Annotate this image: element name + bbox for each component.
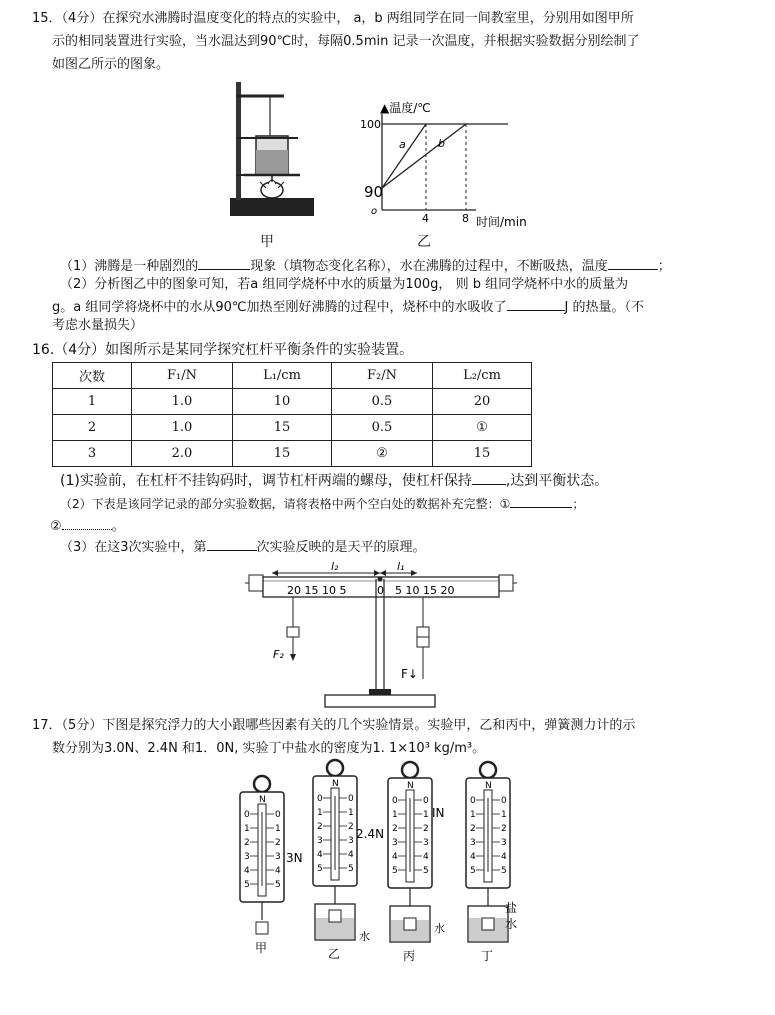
svg-text:5: 5 <box>244 880 250 890</box>
svg-text:3: 3 <box>244 852 250 862</box>
svg-text:4: 4 <box>244 866 250 876</box>
q15-sub2-line1: （2）分析图乙中的图象可知，若a 组同学烧杯中水的质量为100g， 则 b 组同学烧杯中水的质量为 <box>60 277 629 292</box>
table-cell: 2 <box>53 415 132 441</box>
svg-text:0: 0 <box>423 796 429 806</box>
y-tick-90: 90 <box>364 183 384 201</box>
q15-sub1: （1）沸腾是一种剧烈的 现象（填物态变化名称），水在沸腾的过程中，不断吸热，温度 ； <box>60 255 671 277</box>
svg-text:3: 3 <box>275 852 281 862</box>
table-cell: 1.0 <box>132 415 233 441</box>
q15-sub2-line3: 考虑水量损失） <box>52 318 144 333</box>
q15-line3: 如图乙所示的图象。 <box>52 57 170 72</box>
scale-left: 20 15 10 5 <box>287 584 347 597</box>
scale-name-jia: 甲 <box>255 941 268 955</box>
figure-label-yi: 乙 <box>417 234 431 250</box>
reading-yi: 2.4N <box>356 827 385 841</box>
svg-text:2: 2 <box>501 824 507 834</box>
table-cell: 20 <box>433 389 532 415</box>
l2-label: l₂ <box>331 560 339 573</box>
q17-line2: 数分别为3.0N、2.4N 和1．0N, 实验丁中盐水的密度为1. 1×10³ kg/m³。 <box>52 741 486 756</box>
svg-text:4: 4 <box>501 852 507 862</box>
svg-text:1: 1 <box>423 810 429 820</box>
svg-text:5: 5 <box>348 864 354 874</box>
table-header-row <box>53 363 532 389</box>
svg-text:5: 5 <box>423 866 429 876</box>
y-axis-label: ▲温度/℃ <box>380 101 431 115</box>
table-header: F₁/N <box>132 363 233 389</box>
scale-name-bing: 丙 <box>403 949 416 963</box>
water-label-yi: 水 <box>359 930 370 943</box>
table-header: 次数 <box>53 363 132 389</box>
q15-sub2-line2: g。a 组同学将烧杯中的水从90℃加热至刚好沸腾的过程中，烧杯中的水吸收了 J 的热量。（不 <box>52 296 644 318</box>
svg-text:0: 0 <box>501 796 507 806</box>
saltwater-label-2: 水 <box>505 917 518 931</box>
svg-text:5: 5 <box>275 880 281 890</box>
spring-scale-ding <box>466 762 517 963</box>
svg-text:2: 2 <box>392 824 398 834</box>
svg-text:1: 1 <box>275 824 281 834</box>
lever-apparatus-figure <box>245 557 515 709</box>
table-cell: 2.0 <box>132 441 233 467</box>
svg-text:5: 5 <box>501 866 507 876</box>
svg-text:0: 0 <box>317 794 323 804</box>
lever-data-table <box>52 362 532 467</box>
svg-text:N: N <box>407 781 414 791</box>
svg-text:3: 3 <box>423 838 429 848</box>
water-label-bing: 水 <box>434 922 445 935</box>
table-cell: 15 <box>433 441 532 467</box>
svg-text:5: 5 <box>317 864 323 874</box>
table-cell: 15 <box>233 415 332 441</box>
q15-line2: 示的相同装置进行实验，当水温达到90℃时，每隔0.5min 记录一次温度，并根据实验数据分别绘制了 <box>52 34 640 49</box>
svg-text:4: 4 <box>348 850 354 860</box>
svg-text:3: 3 <box>501 838 507 848</box>
svg-text:4: 4 <box>470 852 476 862</box>
svg-text:1: 1 <box>392 810 398 820</box>
spring-scale-jia <box>240 776 284 955</box>
q16-line1: 16.（4分）如图所示是某同学探究杠杆平衡条件的实验装置。 <box>32 342 414 358</box>
table-cell: 0.5 <box>332 415 433 441</box>
svg-text:2: 2 <box>275 838 281 848</box>
svg-text:2: 2 <box>470 824 476 834</box>
table-cell: 1 <box>53 389 132 415</box>
line-a-label: a <box>399 138 406 151</box>
svg-text:4: 4 <box>423 852 429 862</box>
svg-text:N: N <box>332 779 339 789</box>
q16-sub2-line1: （2）下表是该同学记录的部分实验数据，请将表格中两个空白处的数据补充完整：① ； <box>60 493 584 514</box>
table-cell: ① <box>433 415 532 441</box>
saltwater-label-1: 盐 <box>505 901 518 915</box>
svg-text:4: 4 <box>275 866 281 876</box>
svg-text:3: 3 <box>317 836 323 846</box>
svg-text:2: 2 <box>423 824 429 834</box>
svg-text:5: 5 <box>470 866 476 876</box>
scale-zero: 0 <box>377 584 384 597</box>
line-b <box>382 124 466 188</box>
svg-text:0: 0 <box>244 810 250 820</box>
svg-text:3: 3 <box>470 838 476 848</box>
q16-sub1: (1)实验前，在杠杆不挂钩码时，调节杠杆两端的螺母，使杠杆保持 ,达到平衡状态。 <box>60 470 608 491</box>
svg-text:2: 2 <box>348 822 354 832</box>
svg-text:1: 1 <box>244 824 250 834</box>
svg-text:2: 2 <box>317 822 323 832</box>
svg-text:4: 4 <box>392 852 398 862</box>
svg-text:3: 3 <box>348 836 354 846</box>
svg-text:0: 0 <box>470 796 476 806</box>
line-a <box>382 124 426 188</box>
table-cell: 3 <box>53 441 132 467</box>
svg-text:2: 2 <box>244 838 250 848</box>
svg-text:1: 1 <box>317 808 323 818</box>
x-tick-8: 8 <box>462 212 469 225</box>
line-b-label: b <box>438 137 445 150</box>
f1-label: F↓ <box>401 667 418 681</box>
scale-right: 5 10 15 20 <box>395 584 455 597</box>
x-axis-label: 时间/min <box>476 215 527 229</box>
origin-label: o <box>371 206 378 217</box>
table-row <box>53 441 532 467</box>
table-cell: 1.0 <box>132 389 233 415</box>
q16-sub2-line2: ② 。 <box>50 515 125 537</box>
q15-line1: 15．（4分）在探究水沸腾时温度变化的特点的实验中， a，b 两组同学在同一间教室里，分别用如图甲所 <box>32 11 634 26</box>
table-cell: 15 <box>233 441 332 467</box>
spring-scales-figure <box>230 762 530 962</box>
spring-scale-yi <box>313 760 370 961</box>
table-row <box>53 389 532 415</box>
x-tick-4: 4 <box>422 212 429 225</box>
svg-text:1: 1 <box>501 810 507 820</box>
scale-name-ding: 丁 <box>481 949 494 963</box>
scale-name-yi: 乙 <box>328 947 341 961</box>
table-header: F₂/N <box>332 363 433 389</box>
table-header: L₂/cm <box>433 363 532 389</box>
q16-sub3: （3）在这3次实验中，第 次实验反映的是天平的原理。 <box>60 536 426 558</box>
f2-label: F₂ <box>273 648 284 661</box>
svg-text:1: 1 <box>470 810 476 820</box>
reading-bing: IN <box>432 806 445 820</box>
svg-text:5: 5 <box>392 866 398 876</box>
svg-text:3: 3 <box>392 838 398 848</box>
unit-label: N <box>259 795 266 805</box>
table-cell: ② <box>332 441 433 467</box>
table-cell: 0.5 <box>332 389 433 415</box>
q17-line1: 17．（5分）下图是探究浮力的大小跟哪些因素有关的几个实验情景。实验甲，乙和丙中，弹簧测力计的示 <box>32 718 636 733</box>
reading-jia: 3N <box>286 851 303 865</box>
svg-text:N: N <box>485 781 492 791</box>
spring-scale-bing <box>388 762 445 963</box>
l1-label: l₁ <box>397 560 405 573</box>
y-tick-100: 100 <box>360 118 381 131</box>
svg-text:1: 1 <box>348 808 354 818</box>
svg-text:0: 0 <box>348 794 354 804</box>
temperature-graph <box>358 100 548 230</box>
svg-text:4: 4 <box>317 850 323 860</box>
boiling-apparatus-figure <box>222 80 322 225</box>
table-row <box>53 415 532 441</box>
svg-text:0: 0 <box>275 810 281 820</box>
table-cell: 10 <box>233 389 332 415</box>
figure-label-jia: 甲 <box>260 234 274 250</box>
svg-text:0: 0 <box>392 796 398 806</box>
table-header: L₁/cm <box>233 363 332 389</box>
